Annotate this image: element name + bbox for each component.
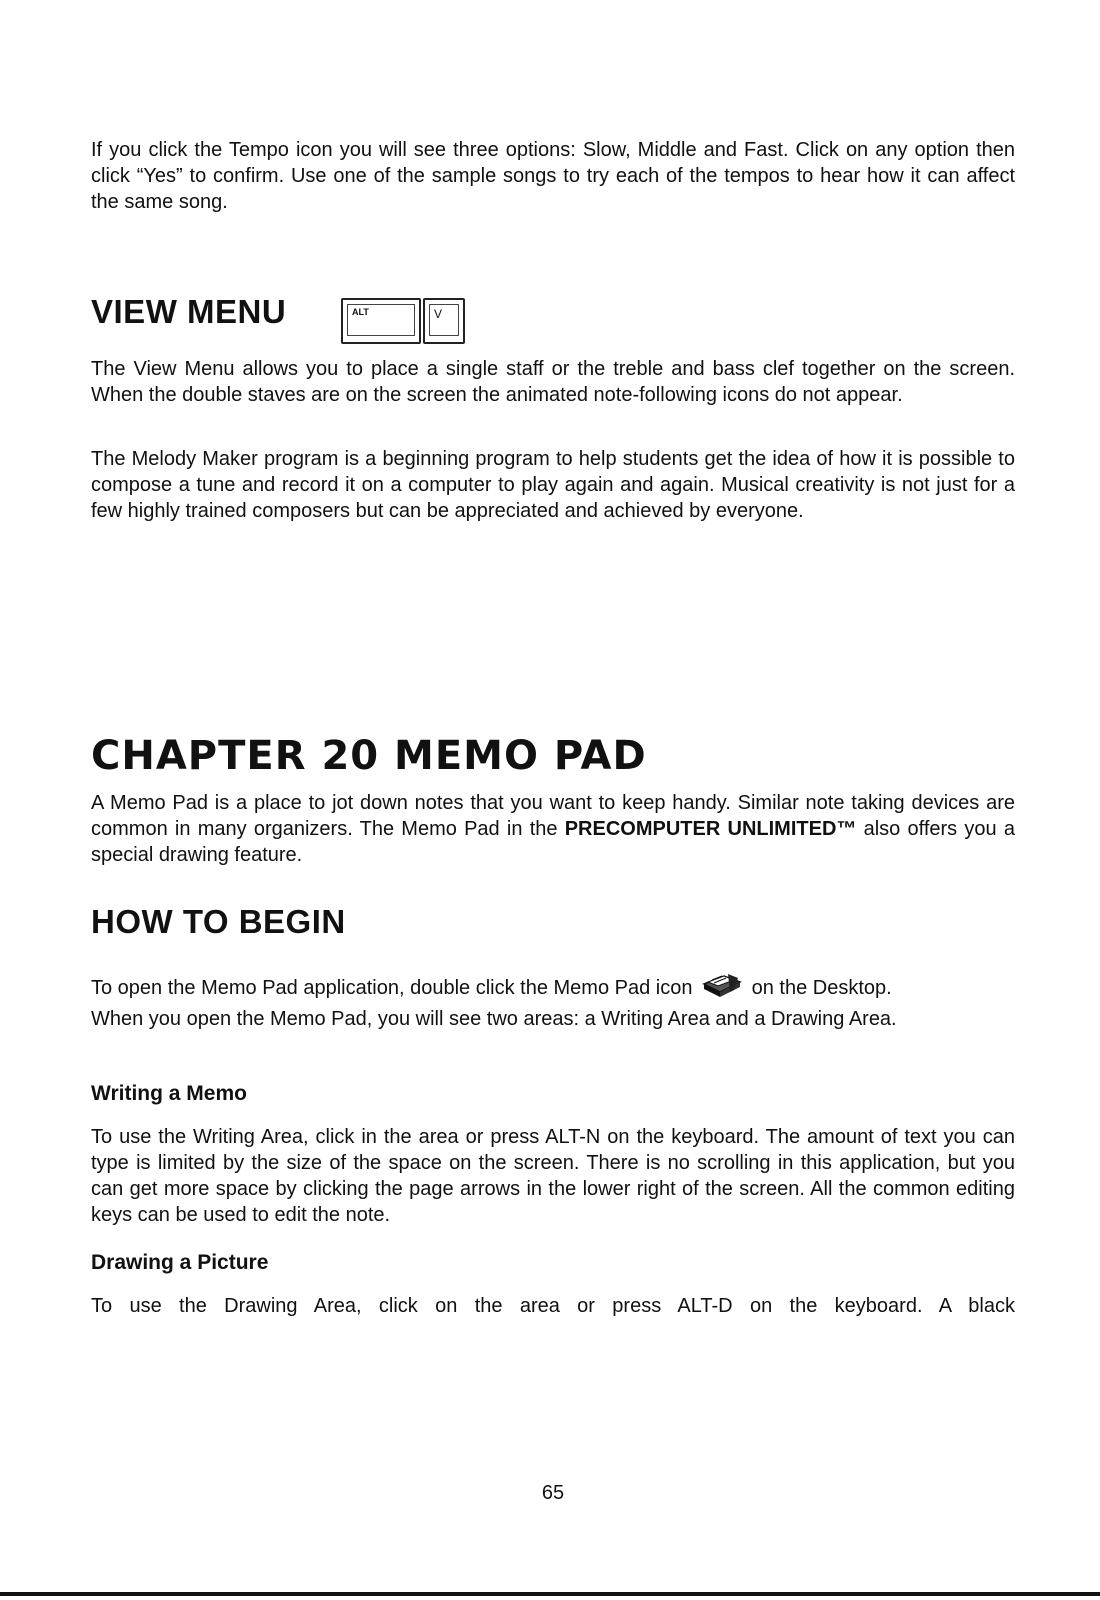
alt-keycap-icon bbox=[341, 298, 421, 344]
manual-page bbox=[91, 0, 1015, 1600]
open-text-start: To open the Memo Pad application, double click the Memo Pad icon bbox=[91, 977, 693, 999]
alt-key-label: ALT bbox=[347, 304, 415, 336]
intro-text-start: A Memo Pad is a place to jot down notes that you want to keep handy. Similar note taking devices are common in many organizers. The Memo Pad in the bbox=[91, 792, 1015, 840]
memo-pad-intro bbox=[91, 790, 1015, 868]
v-keycap-icon bbox=[423, 298, 465, 344]
drawing-picture-paragraph: To use the Drawing Area, click on the area or press ALT-D on the keyboard. A black bbox=[91, 1295, 1015, 1317]
bottom-rule bbox=[0, 1592, 1100, 1596]
open-text-end: on the Desktop. bbox=[751, 977, 892, 999]
chapter-title: CHAPTER 20 MEMO PAD bbox=[91, 733, 647, 779]
writing-memo-heading: Writing a Memo bbox=[91, 1082, 247, 1105]
memo-pad-icon bbox=[700, 970, 744, 1000]
product-name: PRECOMPUTER UNLIMITED™ bbox=[564, 818, 857, 840]
how-to-begin-heading: HOW TO BEGIN bbox=[91, 903, 346, 940]
open-memo-paragraph bbox=[91, 970, 1015, 1001]
intro-text-end: also offers you a special drawing feature. bbox=[91, 818, 1015, 866]
view-menu-paragraph: The View Menu allows you to place a single staff or the treble and bass clef together on the screen. When the double staves are on the screen the animated note-following icons do not appear. bbox=[91, 358, 1015, 406]
drawing-picture-heading: Drawing a Picture bbox=[91, 1251, 269, 1274]
page-number: 65 bbox=[541, 1482, 565, 1504]
tempo-paragraph: If you click the Tempo icon you will see three options: Slow, Middle and Fast. Click on any option then click “Yes” to confirm. Use one of the sample songs to try each of the tempos to hear how it can affect the same song. bbox=[91, 139, 1015, 213]
two-areas-paragraph: When you open the Memo Pad, you will see two areas: a Writing Area and a Drawing Area. bbox=[91, 1008, 897, 1030]
view-menu-heading: VIEW MENU bbox=[91, 293, 287, 330]
v-key-label: V bbox=[429, 304, 459, 336]
writing-memo-paragraph: To use the Writing Area, click in the area or press ALT-N on the keyboard. The amount of text you can type is limited by the size of the space on the screen. There is no scrolling in this application, but you can get more space by clicking the page arrows in the lower right of the screen. All the common editing keys can be used to edit the note. bbox=[91, 1126, 1015, 1226]
melody-maker-paragraph: The Melody Maker program is a beginning program to help students get the idea of how it is possible to compose a tune and record it on a computer to play again and again. Musical creativity is not just for a few highly trained composers but can be appreciated and achieved by everyone. bbox=[91, 448, 1015, 522]
